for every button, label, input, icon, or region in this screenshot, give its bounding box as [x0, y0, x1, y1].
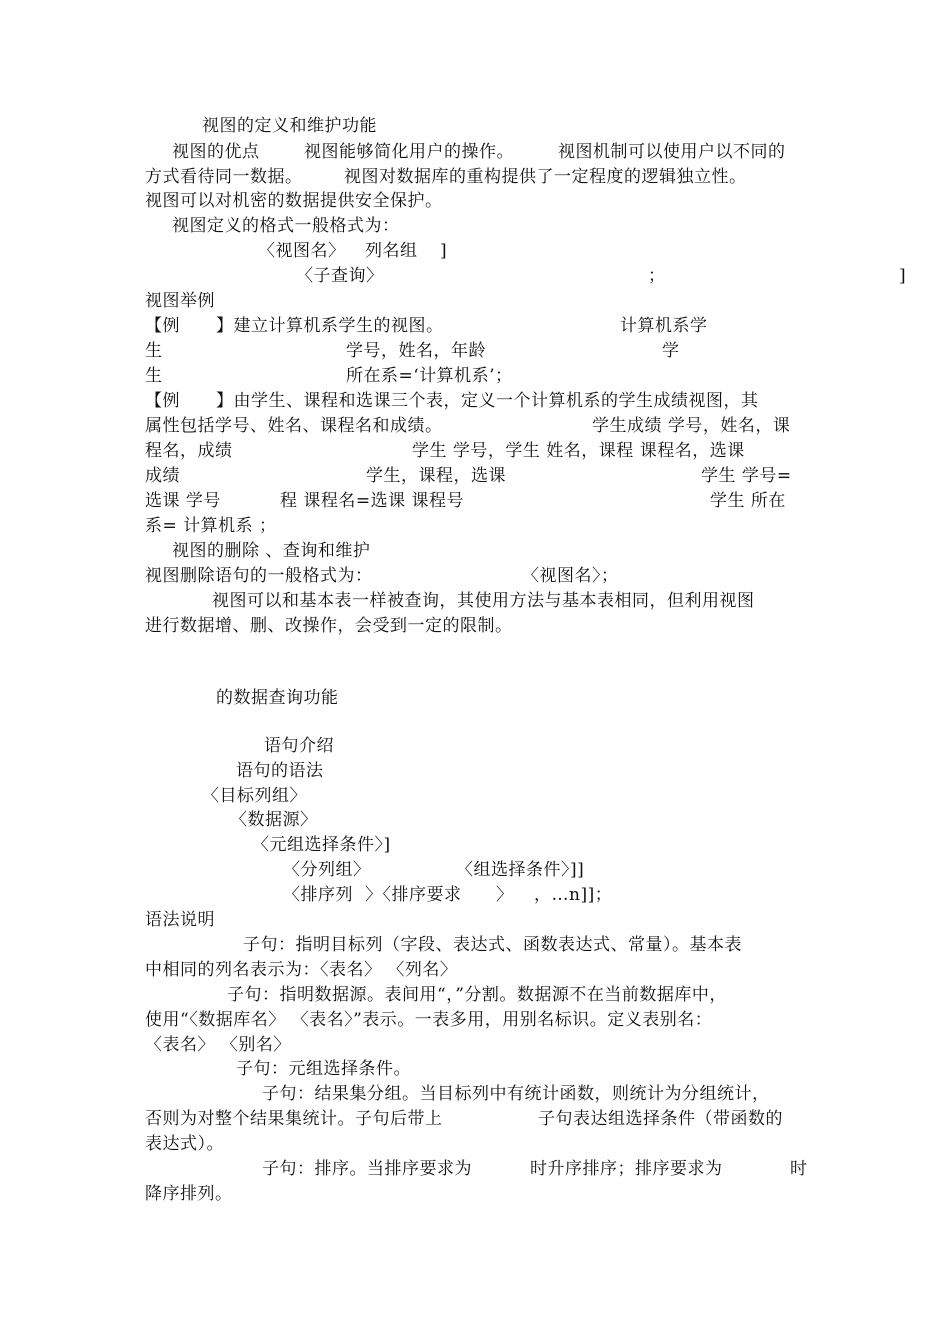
syntax-fragment: ]: [899, 266, 907, 286]
subsection-title: 语法说明: [145, 910, 215, 930]
text-line: 〈视图名〉；: [522, 566, 619, 586]
syntax-fragment: 〈目标列组〉: [202, 786, 307, 806]
text-line: 时: [790, 1159, 808, 1179]
text-line: 学生 所在: [710, 491, 786, 511]
text-line: 学生 学号=: [701, 466, 792, 486]
text-line: 【例: [145, 391, 180, 411]
text-line: 中相同的列名表示为：〈表名〉 〈列名〉: [145, 960, 458, 980]
text-line: 视图能够简化用户的操作。: [304, 142, 514, 162]
text-line: 时升序排序；排序要求为: [530, 1159, 723, 1179]
text-line: 选课 学号: [145, 491, 221, 511]
subsection-title: 视图的删除 、查询和维护: [172, 541, 371, 561]
text-line: 子句表达组选择条件（带函数的: [538, 1109, 783, 1129]
text-line: 生: [145, 341, 163, 361]
text-line: 学: [662, 341, 680, 361]
syntax-fragment: 〉〈排序要求: [365, 885, 462, 905]
text-line: 否则为对整个结果集统计。子句后带上: [145, 1109, 443, 1129]
text-line: 子句：排序。当排序要求为: [262, 1159, 472, 1179]
text-line: 子句：结果集分组。当目标列中有统计函数，则统计为分组统计，: [262, 1084, 770, 1104]
syntax-fragment: 〈视图名〉: [258, 241, 346, 261]
text-line: 学生，课程，选课: [366, 466, 506, 486]
syntax-fragment: 〈数据源〉: [230, 810, 318, 830]
subsection-title: 语句介绍: [264, 736, 334, 756]
text-line: 学生成绩 学号，姓名，课: [592, 416, 791, 436]
text-line: 系= 计算机系 ；: [145, 516, 277, 536]
syntax-fragment: 〉: [496, 885, 514, 905]
text-line: 进行数据增、删、改操作，会受到一定的限制。: [145, 616, 513, 636]
syntax-fragment: 〈元组选择条件〉]: [252, 835, 391, 855]
text-line: 学生 学号，学生 姓名，课程 课程名，选课: [412, 441, 745, 461]
subsection-title: 语句的语法: [236, 761, 324, 781]
syntax-fragment: 〈分列组〉: [283, 860, 371, 880]
text-line: 使用“〈数据库名〉 〈表名〉”表示。一表多用，用别名标识。定义表别名：: [145, 1010, 713, 1030]
text-line: 方式看待同一数据。: [145, 167, 303, 187]
text-line: 视图可以和基本表一样被查询，其使用方法与基本表相同，但利用视图: [212, 591, 755, 611]
text-line: 成绩: [145, 466, 180, 486]
text-line: 视图定义的格式一般格式为：: [172, 216, 400, 236]
text-line: 】建立计算机系学生的视图。: [216, 316, 444, 336]
text-line: 属性包括学号、姓名、课程名和成绩。: [145, 416, 443, 436]
text-line: 【例: [145, 316, 180, 336]
syntax-fragment: 〈排序列: [283, 885, 353, 905]
text-line: 计算机系学: [620, 316, 708, 336]
syntax-fragment: 〈子查询〉: [296, 266, 384, 286]
syntax-fragment: 列名组: [365, 241, 418, 261]
text-line: 生: [145, 366, 163, 386]
section-title-query: 的数据查询功能: [216, 688, 339, 708]
text-line: 学号，姓名，年龄: [346, 341, 486, 361]
syntax-fragment: ]: [440, 241, 448, 261]
text-line: 】由学生、课程和选课三个表，定义一个计算机系的学生成绩视图，其: [216, 391, 759, 411]
text-line: 所在系=‘计算机系’；: [346, 366, 513, 386]
syntax-fragment: ；: [648, 266, 666, 286]
text-line: 表达式）。: [145, 1134, 224, 1154]
text-line: 视图对数据库的重构提供了一定程度的逻辑独立性。: [344, 167, 747, 187]
subsection-title: 视图举例: [145, 291, 215, 311]
syntax-fragment: 〈组选择条件〉]]: [456, 860, 585, 880]
text-line: 视图机制可以使用户以不同的: [558, 142, 786, 162]
text-line: 子句：指明数据源。表间用“，”分割。数据源不在当前数据库中，: [227, 985, 727, 1005]
text-line: 程名，成绩: [145, 441, 233, 461]
text-line: 〈表名〉 〈别名〉: [145, 1035, 291, 1055]
text-line: 视图的优点: [172, 142, 260, 162]
text-line: 程 课程名=选课 课程号: [280, 491, 465, 511]
text-line: 子句：指明目标列（字段、表达式、函数表达式、常量）。基本表: [243, 935, 742, 955]
section-title-view: 视图的定义和维护功能: [202, 116, 377, 136]
syntax-fragment: ，…n]]；: [534, 885, 613, 905]
text-line: 子句：元组选择条件。: [236, 1059, 411, 1079]
text-line: 降序排列。: [145, 1184, 233, 1204]
text-line: 视图可以对机密的数据提供安全保护。: [145, 191, 443, 211]
text-line: 视图删除语句的一般格式为：: [145, 566, 373, 586]
